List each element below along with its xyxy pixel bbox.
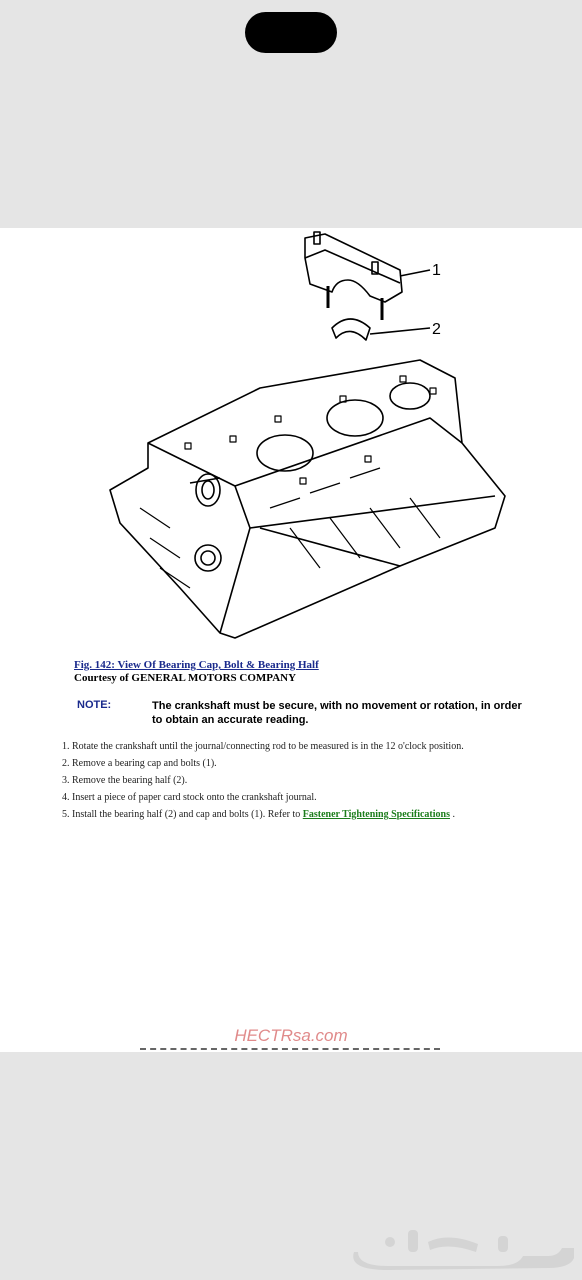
callout-1: 1 [432, 262, 441, 279]
step-item: 2. Remove a bearing cap and bolts (1). [62, 758, 217, 769]
procedure-steps [62, 738, 464, 823]
fastener-specs-link[interactable]: Fastener Tightening Specifications [302, 809, 450, 820]
figure-credit: Courtesy of GENERAL MOTORS COMPANY [74, 672, 297, 684]
engine-block-illustration [100, 228, 520, 653]
callout-2: 2 [432, 321, 441, 338]
step-5-end: . [452, 809, 455, 820]
note-text: The crankshaft must be secure, with no movement or rotation, in order to obtain an accurate reading. [152, 700, 522, 726]
document-page [0, 228, 582, 1052]
engine-block-outline [110, 360, 505, 638]
page-cut-line [140, 1048, 440, 1052]
bearing-cap-drawing [305, 232, 402, 320]
step-item: 3. Remove the bearing half (2). [62, 775, 188, 786]
note-label: NOTE: [77, 699, 112, 711]
figure-caption-link[interactable]: Fig. 142: View Of Bearing Cap, Bolt & Bearing Half [74, 659, 319, 671]
bearing-half-drawing [332, 319, 370, 340]
camera-notch [245, 12, 337, 53]
step-item: 4. Insert a piece of paper card stock onto the crankshaft journal. [62, 792, 317, 803]
haraj-logo [348, 1222, 578, 1272]
step-item: 1. Rotate the crankshaft until the journal/connecting rod to be measured is in the 12 o'clock position. [62, 741, 464, 752]
step-item [62, 806, 464, 823]
watermark: HECTRsa.com [234, 1026, 348, 1045]
step-5-text: 5. Install the bearing half (2) and cap and bolts (1). Refer to [62, 809, 301, 820]
